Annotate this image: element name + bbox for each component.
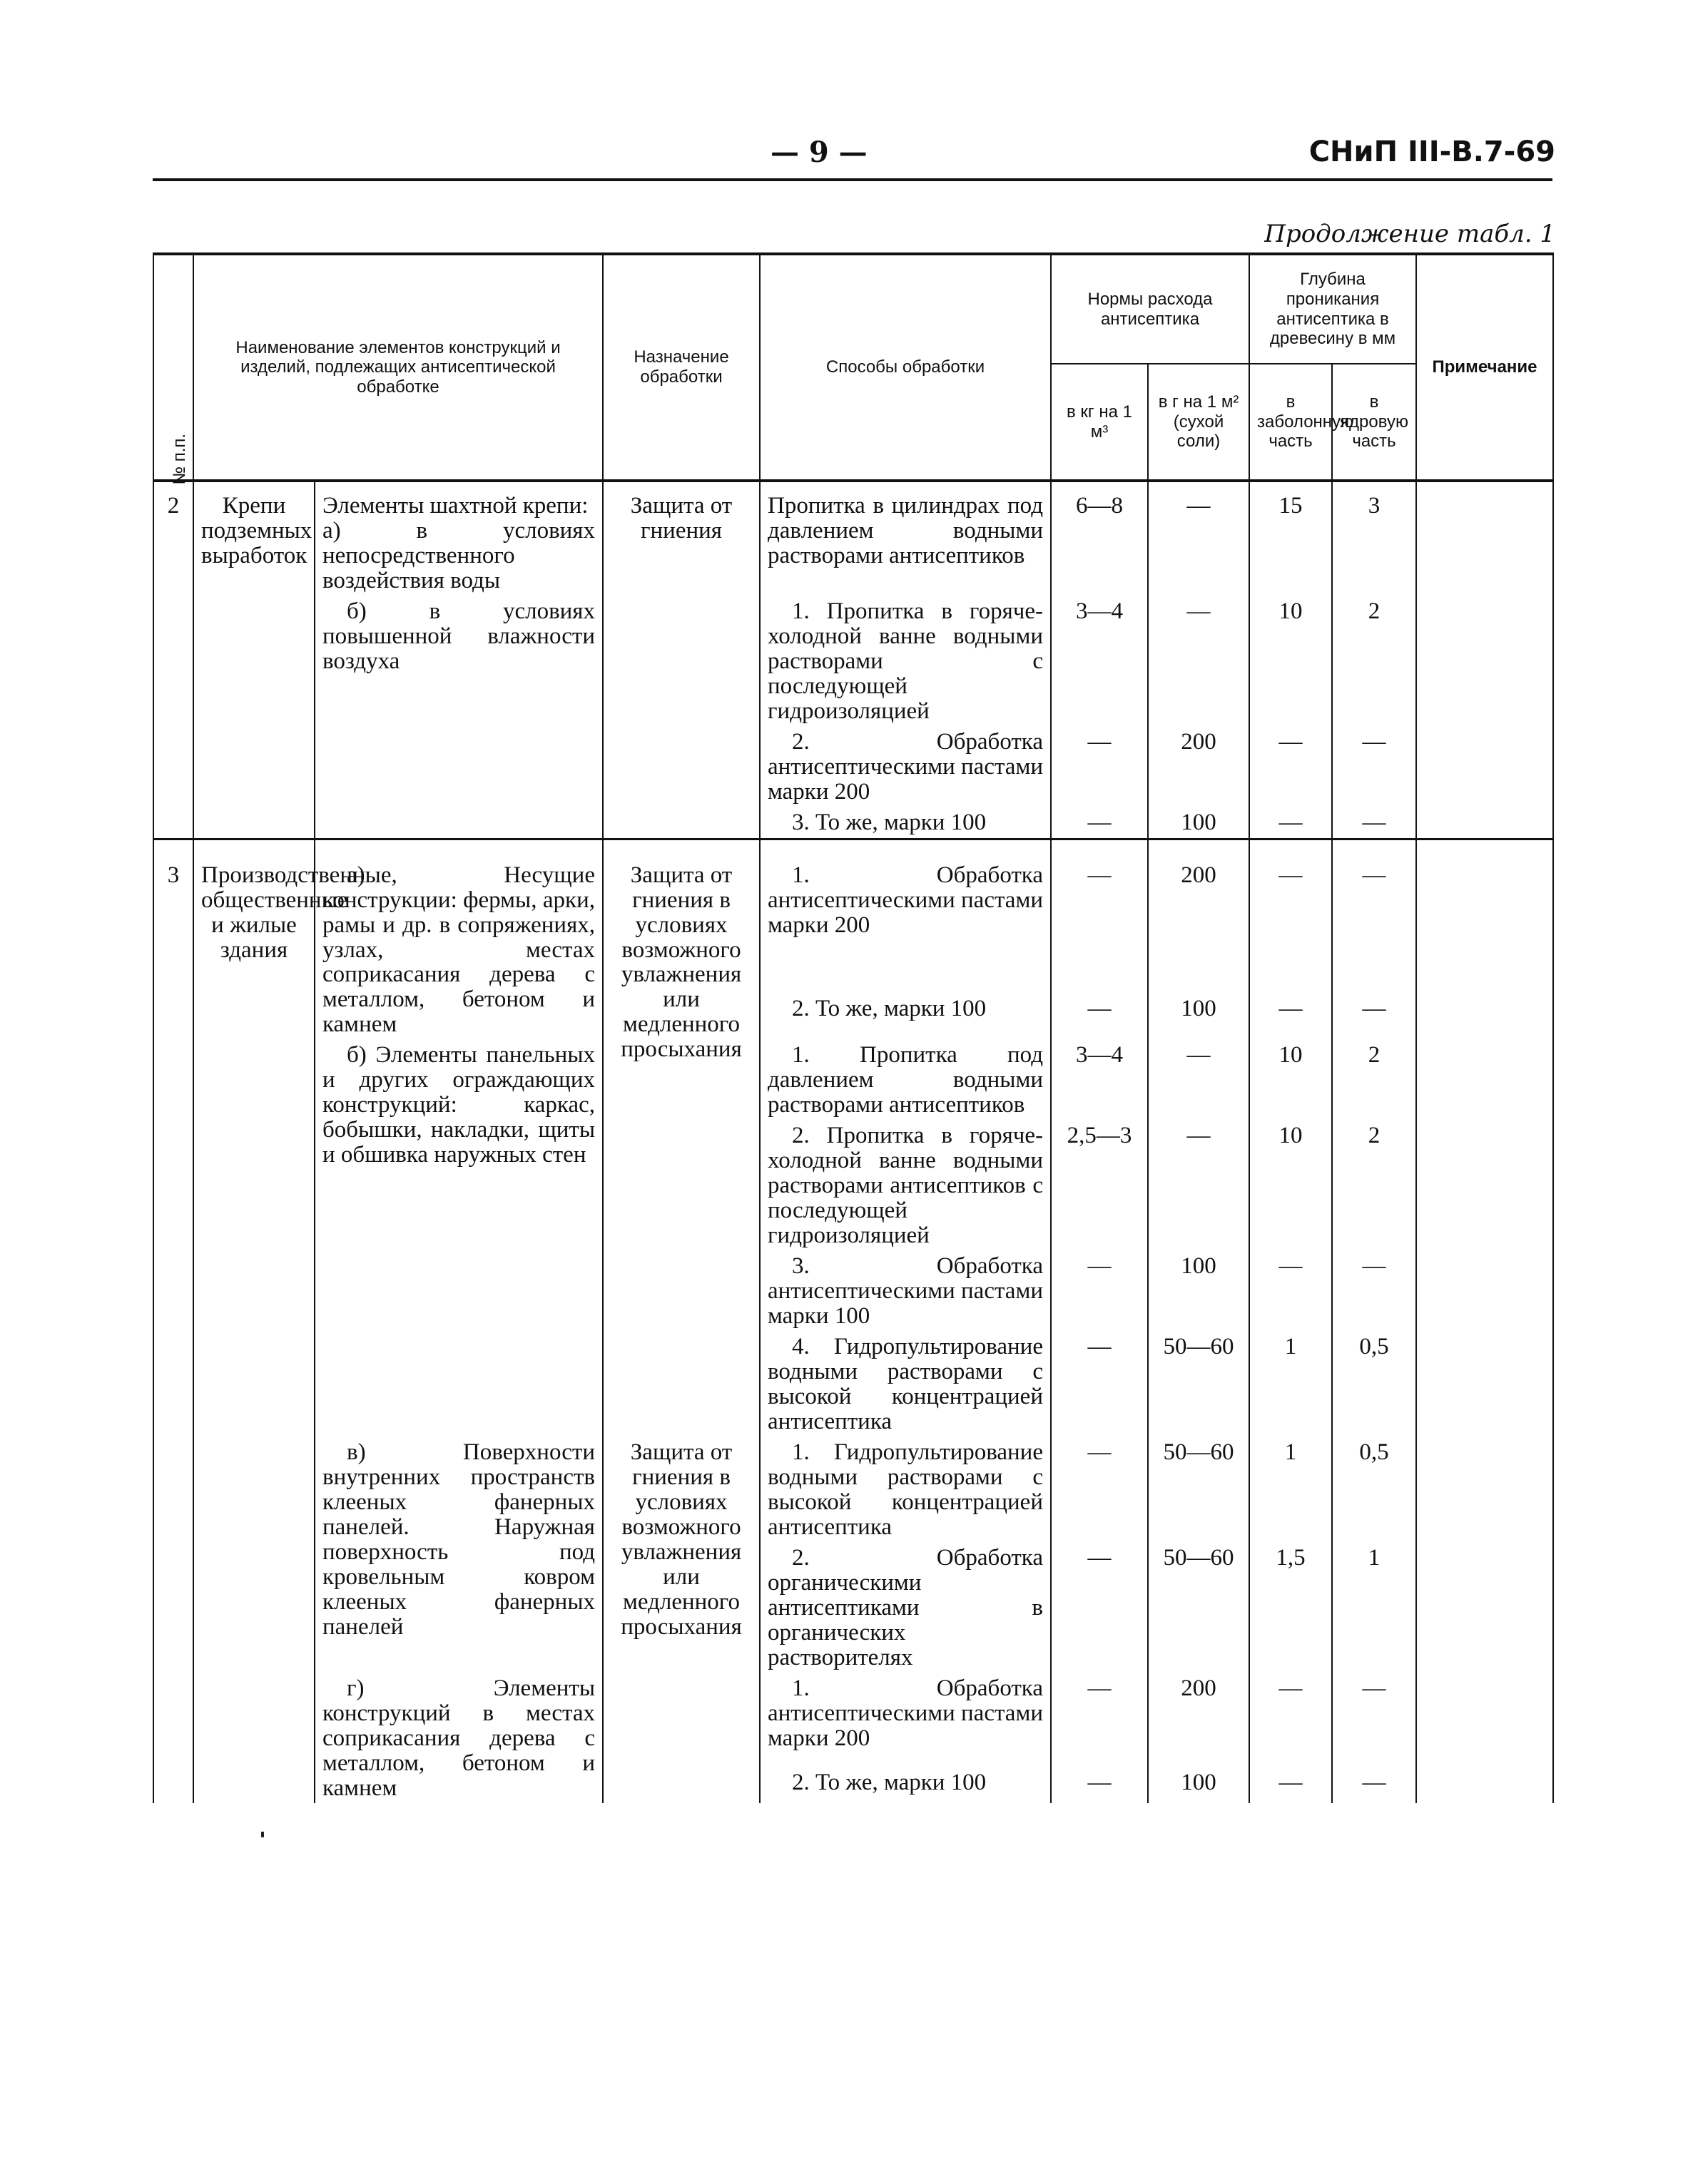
depth-core-cell: —	[1332, 727, 1416, 807]
element-cell	[315, 481, 603, 596]
norm-kg-cell: —	[1051, 839, 1148, 994]
note-cell	[1416, 481, 1553, 839]
norm-g-cell: 100	[1148, 807, 1249, 839]
method-cell: Пропитка в цилиндрах под давлением водными растворами антисептиков	[760, 481, 1051, 596]
depth-core-cell: 0,5	[1332, 1437, 1416, 1543]
depth-core-cell: —	[1332, 839, 1416, 994]
method-cell: 3. То же, марки 100	[760, 807, 1051, 839]
category-cell: Производственные, общественные и жилые здания	[193, 839, 315, 1803]
depth-sap-cell: —	[1249, 994, 1332, 1040]
depth-sap-cell: 15	[1249, 481, 1332, 596]
depth-sap-cell: —	[1249, 727, 1332, 807]
table-row	[153, 839, 1553, 994]
norm-g-cell: 50—60	[1148, 1437, 1249, 1543]
depth-core-cell: —	[1332, 994, 1416, 1040]
depth-sap-cell: —	[1249, 839, 1332, 994]
norm-g-cell: 100	[1148, 1767, 1249, 1803]
norm-kg-cell: —	[1051, 1543, 1148, 1673]
table-row	[153, 1673, 1553, 1767]
purpose-cell: Защита от гниения в условиях возможного увлажнения или медленного просыхания	[603, 1437, 760, 1804]
norm-kg-cell: —	[1051, 1332, 1148, 1437]
column-header-depth-sap: в заболонную часть	[1249, 364, 1332, 481]
norm-kg-cell: 3—4	[1051, 1040, 1148, 1121]
depth-core-cell: —	[1332, 807, 1416, 839]
norm-kg-cell: —	[1051, 994, 1148, 1040]
depth-core-cell: 2	[1332, 1121, 1416, 1251]
norm-kg-cell: —	[1051, 807, 1148, 839]
method-cell: 2. Обработка органическими антисептиками в органических растворителях	[760, 1543, 1051, 1673]
norm-g-cell: —	[1148, 1040, 1249, 1121]
column-header-norm-g: в г на 1 м² (сухой соли)	[1148, 364, 1249, 481]
depth-sap-cell: 10	[1249, 596, 1332, 727]
page-header	[0, 0, 1688, 248]
antiseptic-treatment-table	[153, 252, 1554, 1803]
depth-sap-cell: 10	[1249, 1121, 1332, 1251]
method-cell: 2. Обработка антисептическими пастами марки 200	[760, 727, 1051, 807]
norm-g-cell: 100	[1148, 1251, 1249, 1332]
page-number: — 9 —	[771, 136, 868, 169]
depth-core-cell: —	[1332, 1673, 1416, 1767]
table-continuation-label: Продолжение табл. 1	[1264, 220, 1555, 248]
depth-core-cell: —	[1332, 1767, 1416, 1803]
column-header-number: № п.п.	[153, 254, 193, 481]
column-header-methods: Способы обработки	[760, 254, 1051, 481]
element-cell: б) в условиях повышенной влажности воздуха	[315, 596, 603, 839]
depth-sap-cell: —	[1249, 1767, 1332, 1803]
depth-core-cell: 2	[1332, 596, 1416, 727]
scan-speck	[261, 1832, 264, 1837]
table-row	[153, 481, 1553, 596]
norm-g-cell: —	[1148, 1121, 1249, 1251]
column-header-note: Примечание	[1416, 254, 1553, 481]
norm-kg-cell: 6—8	[1051, 481, 1148, 596]
element-cell: в) Поверхности внутренних пространств клееных фанерных панелей. Наружная поверхность под кровельным ковром клееных фанерных панелей	[315, 1437, 603, 1673]
norm-kg-cell: 2,5—3	[1051, 1121, 1148, 1251]
depth-core-cell: 2	[1332, 1040, 1416, 1121]
column-header-norms-group: Нормы расхода антисептика	[1051, 254, 1249, 364]
method-cell: 1. Обработка антисептическими пастами марки 200	[760, 1673, 1051, 1767]
element-cell: а) Несущие конструкции: фермы, арки, рамы и др. в сопряжениях, узлах, местах соприкасания дерева с металлом, бетоном и камнем	[315, 839, 603, 1040]
document-code: СНиП III-В.7-69	[1308, 136, 1555, 168]
method-cell: 2. Пропитка в горяче-холодной ванне водными растворами антисептиков с последующей гидроизоляцией	[760, 1121, 1051, 1251]
element-heading: Элементы шахтной крепи:	[322, 493, 589, 519]
method-cell: 2. То же, марки 100	[760, 1767, 1051, 1803]
norm-g-cell: 200	[1148, 839, 1249, 994]
method-cell: 1. Обработка антисептическими пастами марки 200	[760, 839, 1051, 994]
category-cell: Крепи подземных выработок	[193, 481, 315, 839]
column-header-depth-core: в ядровую часть	[1332, 364, 1416, 481]
method-cell: 1. Пропитка в горяче-холодной ванне водными растворами с последующей гидроизоляцией	[760, 596, 1051, 727]
note-cell	[1416, 839, 1553, 1803]
table-row	[153, 1040, 1553, 1121]
norm-kg-cell: —	[1051, 1251, 1148, 1332]
method-cell: 2. То же, марки 100	[760, 994, 1051, 1040]
depth-sap-cell: —	[1249, 807, 1332, 839]
table-row	[153, 596, 1553, 727]
element-subitem: а) в условиях непосредственного воздействия воды	[322, 517, 595, 593]
norm-g-cell: 100	[1148, 994, 1249, 1040]
purpose-cell: Защита от гниения	[603, 481, 760, 839]
column-header-purpose: Назначение обработки	[603, 254, 760, 481]
depth-sap-cell: —	[1249, 1673, 1332, 1767]
method-cell: 4. Гидропультирование водными растворами с высокой концентрацией антисептика	[760, 1332, 1051, 1437]
norm-g-cell: 200	[1148, 1673, 1249, 1767]
row-number: 2	[153, 481, 193, 839]
column-header-element-name: Наименование элементов конструкций и изделий, подлежащих антисептической обработке	[193, 254, 603, 481]
norm-g-cell: 50—60	[1148, 1543, 1249, 1673]
norm-kg-cell: —	[1051, 1437, 1148, 1543]
purpose-cell: Защита от гниения в условиях возможного увлажнения или медленного просыхания	[603, 839, 760, 1437]
element-cell: г) Элементы конструкций в местах соприкасания дерева с металлом, бетоном и камнем	[315, 1673, 603, 1804]
norm-kg-cell: —	[1051, 1673, 1148, 1767]
depth-sap-cell: 1,5	[1249, 1543, 1332, 1673]
column-header-depth-group: Глубина проникания антисептика в древесину в мм	[1249, 254, 1416, 364]
norm-g-cell: —	[1148, 481, 1249, 596]
row-number: 3	[153, 839, 193, 1803]
depth-sap-cell: 1	[1249, 1332, 1332, 1437]
depth-core-cell: —	[1332, 1251, 1416, 1332]
element-cell: б) Элементы панельных и других ограждающих конструкций: каркас, бобышки, накладки, щиты и обшивка наружных стен	[315, 1040, 603, 1437]
method-cell: 3. Обработка антисептическими пастами марки 100	[760, 1251, 1051, 1332]
header-rule	[153, 178, 1552, 181]
table-row	[153, 1437, 1553, 1543]
norm-kg-cell: —	[1051, 727, 1148, 807]
norm-g-cell: —	[1148, 596, 1249, 727]
method-cell: 1. Пропитка под давлением водными растворами антисептиков	[760, 1040, 1051, 1121]
depth-core-cell: 0,5	[1332, 1332, 1416, 1437]
depth-core-cell: 1	[1332, 1543, 1416, 1673]
depth-sap-cell: —	[1249, 1251, 1332, 1332]
column-header-norm-kg: в кг на 1 м³	[1051, 364, 1148, 481]
depth-sap-cell: 1	[1249, 1437, 1332, 1543]
method-cell: 1. Гидропультирование водными растворами с высокой концентрацией антисептика	[760, 1437, 1051, 1543]
norm-g-cell: 50—60	[1148, 1332, 1249, 1437]
depth-sap-cell: 10	[1249, 1040, 1332, 1121]
norm-kg-cell: —	[1051, 1767, 1148, 1803]
norm-kg-cell: 3—4	[1051, 596, 1148, 727]
depth-core-cell: 3	[1332, 481, 1416, 596]
norm-g-cell: 200	[1148, 727, 1249, 807]
